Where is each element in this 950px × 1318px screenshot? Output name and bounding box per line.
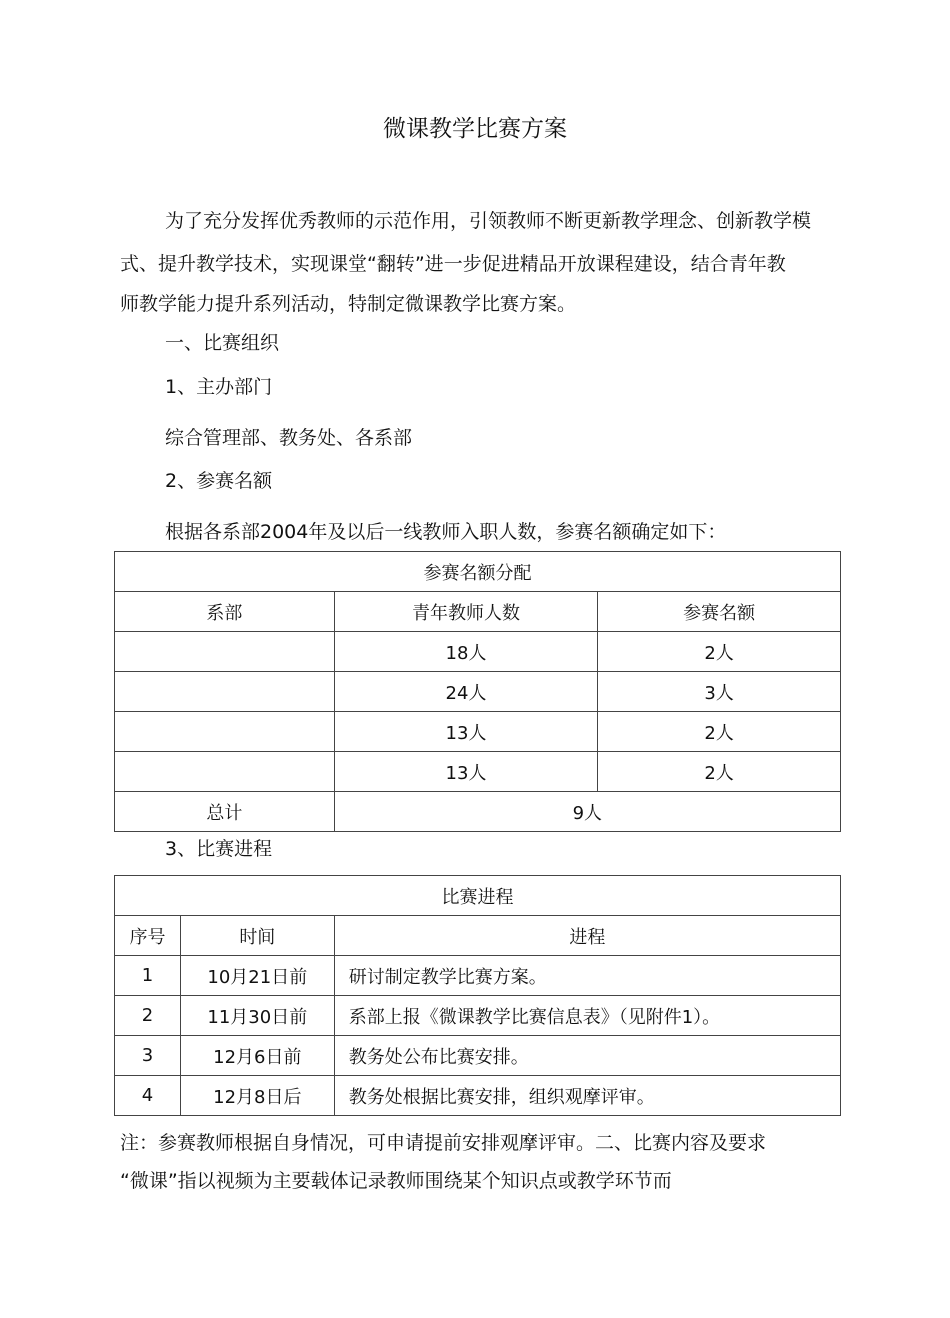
- table-row: [115, 632, 841, 672]
- schedule-no-cell: 4: [115, 1076, 181, 1116]
- schedule-table: [114, 875, 841, 1116]
- intro-line-1: 为了充分发挥优秀教师的示范作用，引领教师不断更新教学理念、创新教学模: [165, 210, 812, 232]
- schedule-task-cell: 教务处公布比赛安排。: [334, 1036, 840, 1076]
- table-row: [115, 956, 841, 996]
- microcourse-definition: “微课”指以视频为主要载体记录教师围绕某个知识点或教学环节而: [120, 1170, 672, 1192]
- quota-quota-cell: 2人: [598, 632, 841, 672]
- table-row: [115, 752, 841, 792]
- table-row: [115, 672, 841, 712]
- quota-table: [114, 551, 841, 832]
- quota-teachers-cell: 13人: [334, 712, 598, 752]
- quota-header-dept: 系部: [115, 592, 335, 632]
- schedule-header-time: 时间: [180, 916, 334, 956]
- subheading-quota: 2、参赛名额: [165, 470, 273, 492]
- quota-quota-cell: 2人: [598, 752, 841, 792]
- note-line: 注：参赛教师根据自身情况，可申请提前安排观摩评审。二、比赛内容及要求: [120, 1132, 767, 1154]
- table-row: [115, 712, 841, 752]
- schedule-time-cell: 12月8日后: [180, 1076, 334, 1116]
- quota-description: 根据各系部2004年及以后一线教师入职人数，参赛名额确定如下：: [165, 521, 727, 543]
- quota-total-label: 总计: [115, 792, 335, 832]
- schedule-task-cell: 系部上报《微课教学比赛信息表》（见附件1）。: [334, 996, 840, 1036]
- quota-dept-cell: [115, 632, 335, 672]
- table-row: [115, 1076, 841, 1116]
- schedule-no-cell: 1: [115, 956, 181, 996]
- quota-table-caption: 参赛名额分配: [115, 552, 841, 592]
- quota-dept-cell: [115, 672, 335, 712]
- schedule-task-cell: 教务处根据比赛安排，组织观摩评审。: [334, 1076, 840, 1116]
- schedule-table-caption: 比赛进程: [115, 876, 841, 916]
- quota-teachers-cell: 13人: [334, 752, 598, 792]
- host-departments: 综合管理部、教务处、各系部: [165, 427, 413, 449]
- document-title: 微课教学比赛方案: [383, 116, 567, 142]
- quota-dept-cell: [115, 752, 335, 792]
- table-row: [115, 1036, 841, 1076]
- schedule-header-task: 进程: [334, 916, 840, 956]
- schedule-no-cell: 2: [115, 996, 181, 1036]
- schedule-no-cell: 3: [115, 1036, 181, 1076]
- schedule-task-cell: 研讨制定教学比赛方案。: [334, 956, 840, 996]
- table-row: [115, 996, 841, 1036]
- quota-header-quota: 参赛名额: [598, 592, 841, 632]
- quota-header-teachers: 青年教师人数: [334, 592, 598, 632]
- subheading-schedule: 3、比赛进程: [165, 838, 273, 860]
- quota-quota-cell: 2人: [598, 712, 841, 752]
- quota-total-value: 9人: [334, 792, 840, 832]
- intro-line-3: 师教学能力提升系列活动，特制定微课教学比赛方案。: [120, 293, 577, 315]
- intro-line-2: 式、提升教学技术，实现课堂“翻转”进一步促进精品开放课程建设，结合青年教: [120, 253, 786, 275]
- subheading-host: 1、主办部门: [165, 376, 273, 398]
- section-heading-organization: 一、比赛组织: [165, 332, 280, 354]
- schedule-time-cell: 11月30日前: [180, 996, 334, 1036]
- quota-teachers-cell: 18人: [334, 632, 598, 672]
- schedule-time-cell: 12月6日前: [180, 1036, 334, 1076]
- quota-dept-cell: [115, 712, 335, 752]
- quota-quota-cell: 3人: [598, 672, 841, 712]
- quota-teachers-cell: 24人: [334, 672, 598, 712]
- schedule-header-no: 序号: [115, 916, 181, 956]
- schedule-time-cell: 10月21日前: [180, 956, 334, 996]
